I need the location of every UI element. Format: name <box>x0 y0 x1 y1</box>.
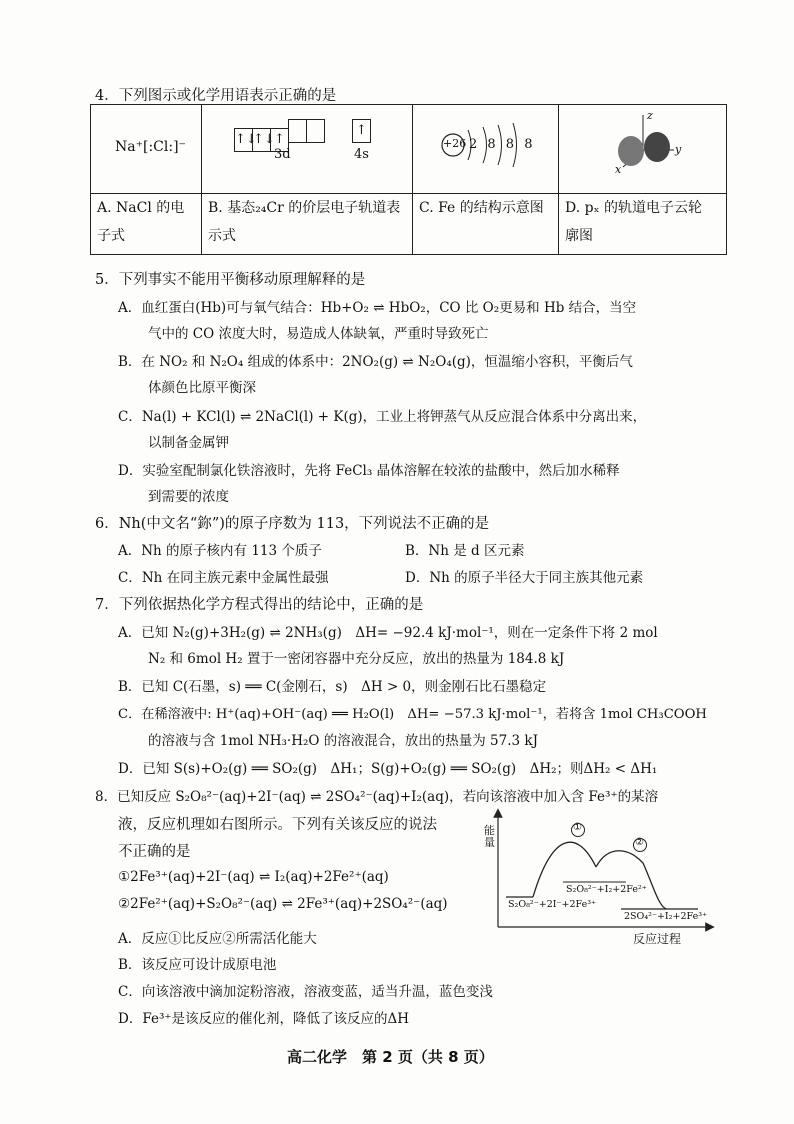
q6-stem: 6．Nh(中文名“鉨”)的原子序数为 113，下列说法不正确的是 <box>95 516 490 532</box>
q7-option-c-line2: 的溶液与含 1mol NH₃·H₂O 的溶液混合，放出的热量为 57.3 kJ <box>148 733 538 749</box>
fe-nucleus-charge: +26 <box>443 137 467 150</box>
q8-option-c: C．向该溶液中滴加淀粉溶液，溶液变蓝，适当升温，蓝色变浅 <box>118 984 493 1000</box>
q7-option-c-line1: C．在稀溶液中: H⁺(aq)+OH⁻(aq) ══ H₂O(l) ΔH= −57.3 kJ·mol⁻¹，若将含 1mol CH₃COOH <box>118 707 707 722</box>
y-axis-label: 能量 <box>484 824 495 849</box>
energy-profile-svg <box>478 805 718 950</box>
q4-stem: 4．下列图示或化学用语表示正确的是 <box>95 88 337 104</box>
orbital-4s-box: ↑ <box>352 119 370 143</box>
axis-y-label: y <box>675 143 682 156</box>
q5-option-d-line1: D．实验室配制氯化铁溶液时，先将 FeCl₃ 晶体溶解在较浓的盐酸中，然后加水稀释 <box>118 463 620 479</box>
q8-step-1: ①2Fe³⁺(aq)+2I⁻(aq) ⇌ I₂(aq)+2Fe²⁺(aq) <box>118 869 389 885</box>
q8-stem-line3: 不正确的是 <box>118 844 191 860</box>
transition-curve-2 <box>596 851 666 909</box>
energy-profile-chart <box>478 805 718 950</box>
q5-option-c-line2: 以制备金属钾 <box>148 435 229 451</box>
axis-z-label: z <box>647 109 653 122</box>
q4-a-diagram <box>91 105 201 193</box>
products-label: 2SO₄²⁻+I₂+2Fe³⁺ <box>624 911 708 922</box>
q6-option-c: C．Nh 在同主族元素中金属性最强 <box>118 570 329 586</box>
q8-option-d: D．Fe³⁺是该反应的催化剂，降低了该反应的ΔH <box>118 1011 410 1027</box>
q6-option-b: B．Nh 是 d 区元素 <box>405 543 525 559</box>
q5-option-b-line2: 体颜色比原平衡深 <box>148 380 256 396</box>
label-4s: 4s <box>354 147 369 162</box>
q4-option-b: B. 基态₂₄Cr 的价层电子轨道表示式 <box>208 200 401 244</box>
q5-option-b-line1: B．在 NO₂ 和 N₂O₄ 组成的体系中：2NO₂(g) ⇌ N₂O₄(g)，恒温缩小容积，平衡后气 <box>118 354 633 370</box>
q4-option-d: D. pₓ 的轨道电子云轮廓图 <box>565 200 702 244</box>
fe-shell-counts: 2 8 8 8 <box>469 137 536 152</box>
q8-option-a: A．反应①比反应②所需活化能大 <box>118 931 317 947</box>
q8-step-2: ②2Fe²⁺(aq)+S₂O₈²⁻(aq) ⇌ 2Fe³⁺(aq)+2SO₄²⁻(aq) <box>118 896 448 912</box>
nacl-electron-formula: Na⁺[:Cl:]⁻ <box>115 139 186 155</box>
q5-option-a-line1: A．血红蛋白(Hb)可与氧气结合：Hb+O₂ ⇌ HbO₂，CO 比 O₂更易和 Hb 结合，当空 <box>118 300 637 316</box>
page-footer: 高二化学 第 2 页（共 8 页） <box>287 1048 494 1066</box>
orbital-3d-boxes: ↑↓↑↓↑ <box>234 119 324 152</box>
label-3d: 3d <box>274 147 291 162</box>
q4-b-diagram <box>202 105 412 193</box>
reactants-label: S₂O₈²⁻+2I⁻+2Fe³⁺ <box>508 899 597 910</box>
q4-d-diagram <box>559 105 726 193</box>
q8-option-b: B．该反应可设计成原电池 <box>118 957 277 973</box>
q8-stem-line2: 液，反应机理如右图所示。下列有关该反应的说法 <box>118 817 437 833</box>
q6-option-a: A．Nh 的原子核内有 113 个质子 <box>118 543 322 559</box>
q6-option-d: D．Nh 的原子半径大于同主族其他元素 <box>405 570 644 586</box>
q5-stem: 5．下列事实不能用平衡移动原理解释的是 <box>95 272 366 288</box>
intermediate-label: S₂O₈²⁻+I₂+2Fe²⁺ <box>566 884 647 895</box>
px-orbital-cloud-diagram <box>559 105 729 193</box>
q7-option-b: B．已知 C(石墨，s) ══ C(金刚石，s) ΔH > 0，则金刚石比石墨稳定 <box>118 679 547 695</box>
q5-option-c-line1: C．Na(l) + KCl(l) ⇌ 2NaCl(l) + K(g)，工业上将钾蒸气从反应混合体系中分离出来， <box>118 409 647 425</box>
axis-x-label: x <box>615 163 622 176</box>
q7-option-a-line1: A．已知 N₂(g)+3H₂(g) ⇌ 2NH₃(g) ΔH= −92.4 kJ·mol⁻¹，则在一定条件下将 2 mol <box>118 625 658 641</box>
peak-2-label: ② <box>635 837 644 848</box>
q4-c-diagram <box>413 105 558 193</box>
x-axis-label: 反应过程 <box>633 932 682 946</box>
q4-table <box>90 104 727 255</box>
q5-option-a-line2: 气中的 CO 浓度大时，易造成人体缺氧，严重时导致死亡 <box>148 326 489 342</box>
q7-option-d: D．已知 S(s)+O₂(g) ══ SO₂(g) ΔH₁；S(g)+O₂(g) ══ SO₂(g) ΔH₂；则ΔH₂ < ΔH₁ <box>118 761 658 777</box>
q4-option-c: C. Fe 的结构示意图 <box>419 200 544 216</box>
q5-option-d-line2: 到需要的浓度 <box>148 489 229 505</box>
q7-option-a-line2: N₂ 和 6mol H₂ 置于一密闭容器中充分反应，放出的热量为 184.8 kJ <box>148 651 565 667</box>
q4-option-a: A. NaCl 的电子式 <box>97 200 185 244</box>
q8-stem-line1: 8．已知反应 S₂O₈²⁻(aq)+2I⁻(aq) ⇌ 2SO₄²⁻(aq)+I₂(aq)，若向该溶液中加入含 Fe³⁺的某溶 <box>95 789 659 805</box>
q7-stem: 7．下列依据热化学方程式得出的结论中，正确的是 <box>95 597 424 613</box>
peak-1-label: ① <box>573 822 582 833</box>
